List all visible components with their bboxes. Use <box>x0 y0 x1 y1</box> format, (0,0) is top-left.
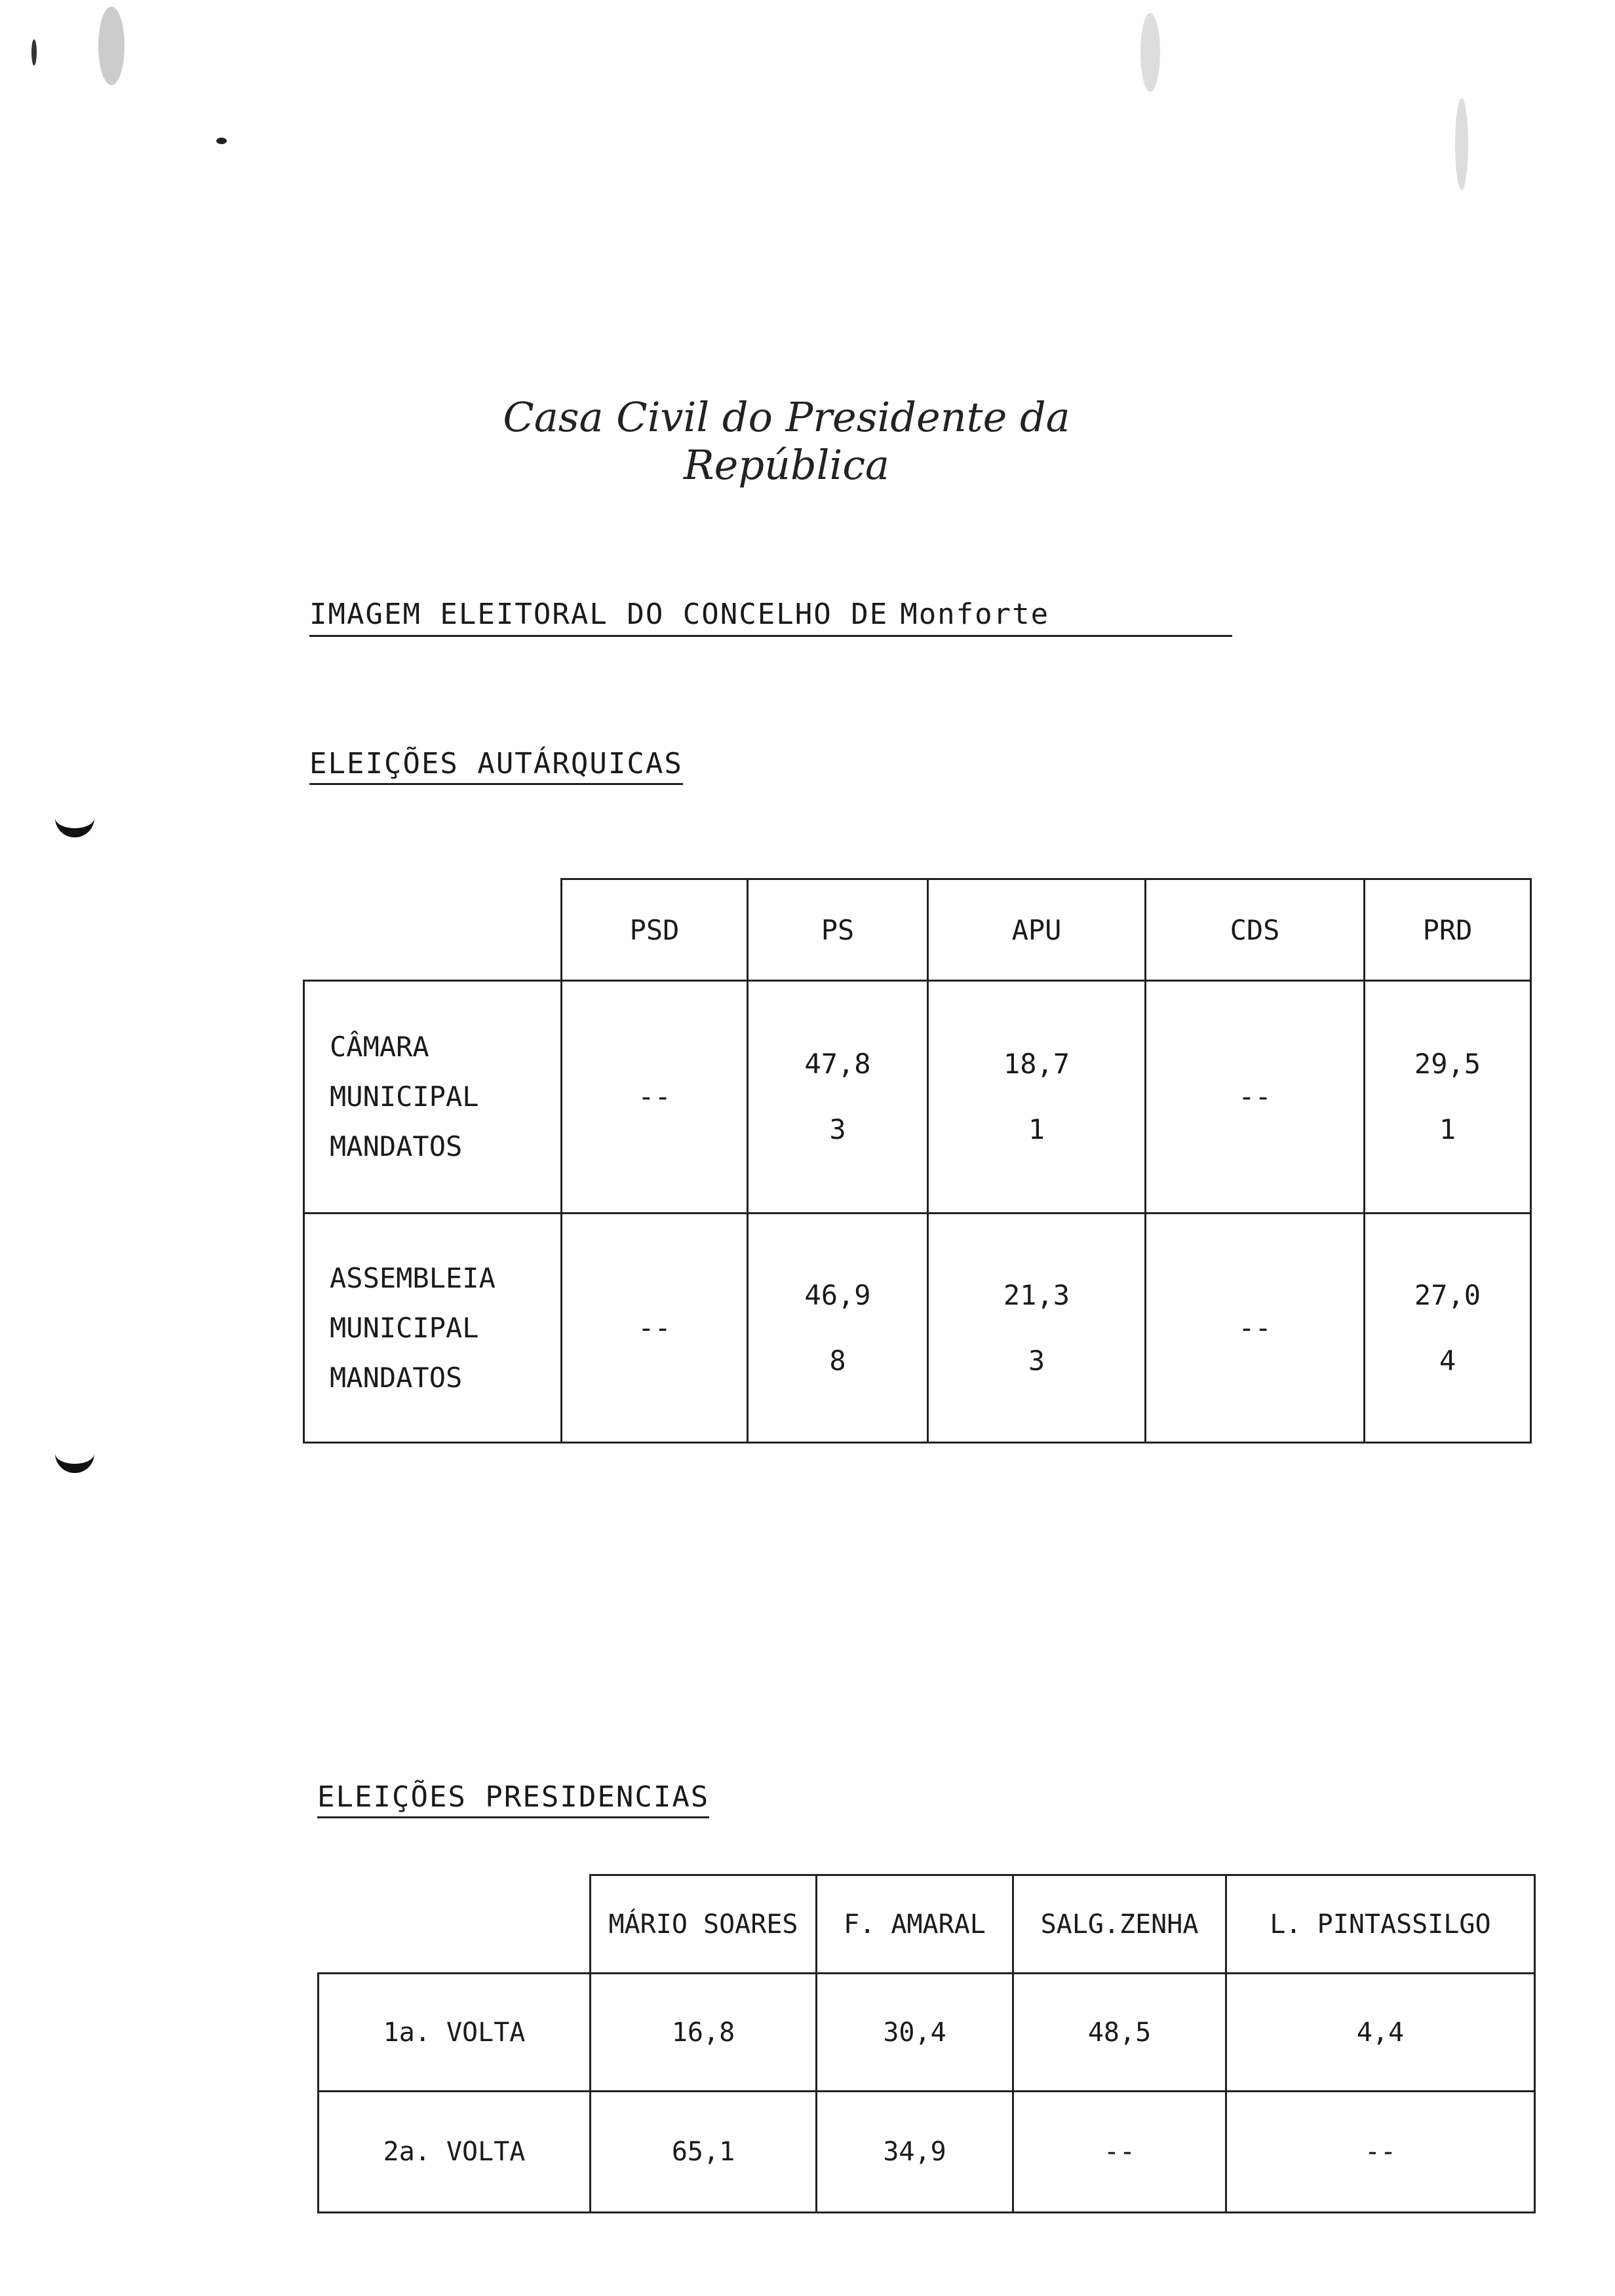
row-label <box>304 981 562 1214</box>
column-header: MÁRIO SOARES <box>591 1875 817 1974</box>
result-cell <box>562 1214 748 1443</box>
percentage: 46,9 <box>804 1278 871 1311</box>
percentage: -- <box>1238 1081 1272 1113</box>
result-cell <box>1365 1214 1531 1443</box>
column-header: APU <box>928 879 1146 981</box>
result-cell <box>1365 981 1531 1214</box>
binder-hole-mark <box>55 799 94 837</box>
result-cell <box>928 1214 1146 1443</box>
column-header: F. AMARAL <box>817 1875 1013 1974</box>
seats: 1 <box>1028 1113 1045 1145</box>
result-cell <box>562 981 748 1214</box>
result-cell: 34,9 <box>817 2092 1013 2213</box>
presidenciais-table <box>317 1874 1536 2213</box>
percentage: 29,5 <box>1414 1048 1481 1080</box>
seats: 1 <box>1439 1113 1456 1145</box>
row-label-line: MANDATOS <box>330 1130 463 1162</box>
column-header: SALG.ZENHA <box>1013 1875 1226 1974</box>
column-header: PSD <box>562 879 748 981</box>
percentage: 18,7 <box>1003 1048 1070 1080</box>
result-cell <box>748 1214 928 1443</box>
column-header: CDS <box>1146 879 1365 981</box>
seats: 8 <box>829 1344 846 1377</box>
row-label-line: ASSEMBLEIA <box>330 1261 496 1294</box>
municipality-name: Monforte <box>900 598 1050 631</box>
result-cell: 16,8 <box>591 1974 817 2092</box>
table-corner <box>319 1875 591 1974</box>
result-cell: -- <box>1226 2092 1535 2213</box>
percentage: -- <box>1238 1311 1272 1344</box>
column-header: PS <box>748 879 928 981</box>
percentage: -- <box>638 1081 671 1113</box>
document-title <box>309 598 1232 637</box>
row-label-line: MUNICIPAL <box>330 1311 479 1344</box>
column-header: PRD <box>1365 879 1531 981</box>
result-cell <box>748 981 928 1214</box>
row-label: 2a. VOLTA <box>319 2092 591 2213</box>
autarquicas-table <box>303 878 1532 1444</box>
seats: 3 <box>1028 1344 1045 1377</box>
document-title-prefix: IMAGEM ELEITORAL DO CONCELHO DE <box>309 598 889 631</box>
result-cell <box>928 981 1146 1214</box>
percentage: 47,8 <box>804 1048 871 1080</box>
row-label-line: CÂMARA <box>330 1031 429 1063</box>
scan-artifact <box>98 7 125 85</box>
table-row <box>319 2092 1535 2213</box>
result-cell: 48,5 <box>1013 1974 1226 2092</box>
table-row <box>319 1974 1535 2092</box>
section-title-autarquicas: ELEIÇÕES AUTÁRQUICAS <box>309 747 683 785</box>
letterhead: Casa Civil do Presidente da República <box>503 393 1070 489</box>
scan-artifact <box>216 138 227 144</box>
scan-artifact <box>1455 98 1468 190</box>
result-cell <box>1146 1214 1365 1443</box>
result-cell: 65,1 <box>591 2092 817 2213</box>
result-cell: 30,4 <box>817 1974 1013 2092</box>
scan-artifact <box>31 39 37 66</box>
scan-artifact <box>1140 13 1160 92</box>
seats: 4 <box>1439 1344 1456 1377</box>
result-cell <box>1146 981 1365 1214</box>
row-label-line: MANDATOS <box>330 1361 463 1394</box>
table-row <box>304 1214 1531 1443</box>
table-header-row <box>304 879 1531 981</box>
percentage: -- <box>638 1311 671 1344</box>
row-label-line: MUNICIPAL <box>330 1081 479 1113</box>
seats: 3 <box>829 1113 846 1145</box>
result-cell: -- <box>1013 2092 1226 2213</box>
column-header: L. PINTASSILGO <box>1226 1875 1535 1974</box>
row-label <box>304 1214 562 1443</box>
table-row <box>304 981 1531 1214</box>
table-header-row <box>319 1875 1535 1974</box>
percentage: 27,0 <box>1414 1278 1481 1311</box>
percentage: 21,3 <box>1003 1278 1070 1311</box>
table-corner <box>304 879 562 981</box>
binder-hole-mark <box>55 1435 94 1473</box>
result-cell: 4,4 <box>1226 1974 1535 2092</box>
row-label: 1a. VOLTA <box>319 1974 591 2092</box>
section-title-presidenciais: ELEIÇÕES PRESIDENCIAS <box>317 1780 709 1818</box>
